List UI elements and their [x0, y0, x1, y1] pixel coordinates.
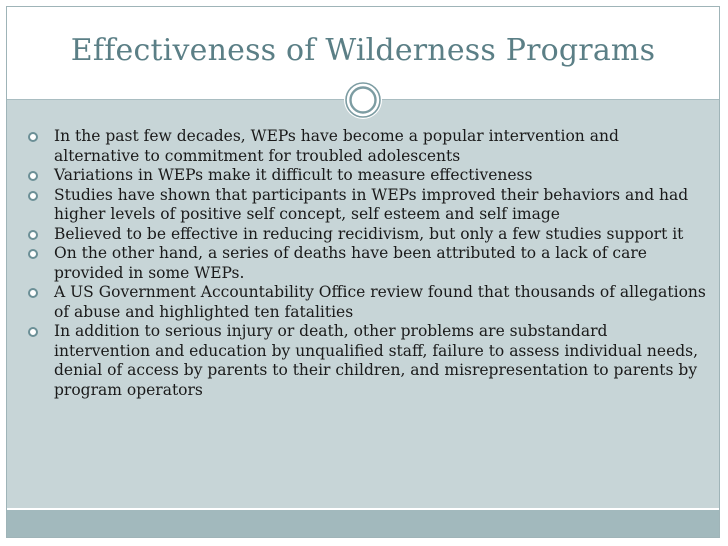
circle-ornament-icon	[343, 80, 383, 120]
bullet-text: In addition to serious injury or death, other problems are substandard intervention and education by unqualified staff, failure to assess individual needs, denial of access by parents to their children, and misrepresentation to parents by program operators	[54, 322, 699, 399]
slide-title: Effectiveness of Wilderness Programs	[70, 33, 656, 68]
bullet-text: On the other hand, a series of deaths have been attributed to a lack of care provided in some WEPs.	[54, 244, 647, 282]
list-item	[16, 244, 706, 283]
circle-bullet-icon	[28, 132, 38, 142]
bullet-text: In the past few decades, WEPs have become a popular intervention and alternative to commitment for troubled adolescents	[54, 127, 619, 165]
list-item	[16, 186, 706, 225]
bullet-text: Studies have shown that participants in WEPs improved their behaviors and had higher levels of positive self concept, self esteem and self image	[54, 185, 689, 223]
list-item	[16, 322, 706, 400]
circle-bullet-icon	[28, 230, 38, 240]
circle-bullet-icon	[28, 327, 38, 337]
list-item	[16, 127, 706, 166]
footer-bar	[7, 510, 719, 537]
list-item	[16, 283, 706, 322]
bullet-text: Variations in WEPs make it difficult to measure effectiveness	[54, 166, 533, 184]
circle-bullet-icon	[28, 288, 38, 298]
circle-bullet-icon	[28, 191, 38, 201]
circle-bullet-icon	[28, 249, 38, 259]
circle-bullet-icon	[28, 171, 38, 181]
bullet-text: A US Government Accountability Office review found that thousands of allegations of abuse and highlighted ten fatalities	[54, 283, 706, 321]
bullet-list	[16, 127, 706, 400]
bullet-text: Believed to be effective in reducing recidivism, but only a few studies support it	[54, 224, 684, 243]
list-item	[16, 225, 706, 245]
list-item	[16, 166, 706, 186]
